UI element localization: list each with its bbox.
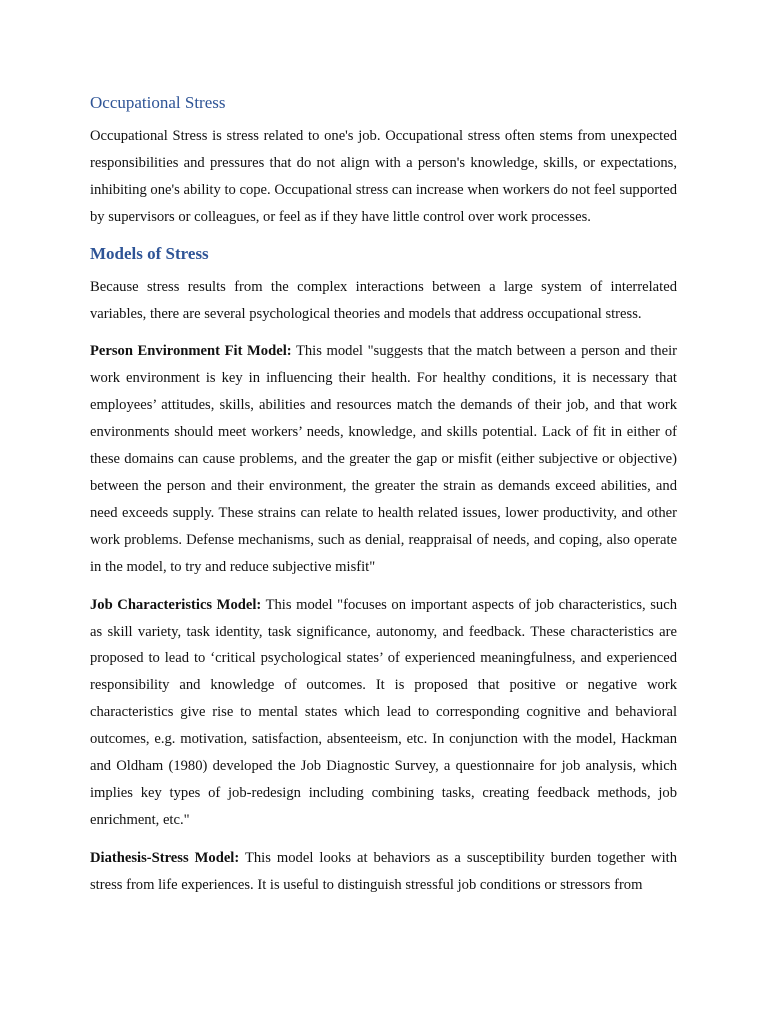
paragraph-models-intro: Because stress results from the complex interactions between a large system of interrelated variables, there are several psychological theories and models that address occupational stress. xyxy=(90,278,677,322)
term-job-characteristics: Job Characteristics Model: xyxy=(90,596,262,613)
term-diathesis-stress: Diathesis-Stress Model: xyxy=(90,849,240,866)
paragraph-job-characteristics xyxy=(90,592,677,834)
document-page xyxy=(90,91,677,910)
text-job-characteristics: This model "focuses on important aspects of job characteristics, such as skill variety, task identity, task significance, autonomy, and feedback. These characteristics are proposed to lead to ‘critical psychological states’ of experienced meaningfulness, and experienced responsibility and knowledge of outcomes. It is proposed that positive or negative work characteristics give rise to mental states which lead to corresponding cognitive and behavioral outcomes, e.g. motivation, satisfaction, absenteeism, etc. In conjunction with the model, Hackman and Oldham (1980) developed the Job Diagnostic Survey, a questionnaire for job analysis, which implies key types of job-redesign including combining tasks, creating feedback methods, job enrichment, etc." xyxy=(90,596,677,828)
paragraph-intro: Occupational Stress is stress related to one's job. Occupational stress often stems from unexpected responsibilities and pressures that do not align with a person's knowledge, skills, or expectations, inhibiting one's ability to cope. Occupational stress can increase when workers do not feel supported by supervisors or colleagues, or feel as if they have little control over work processes. xyxy=(90,128,677,225)
text-diathesis-stress: This model looks at behaviors as a susceptibility burden together with stress from life experiences. It is useful to distinguish stressful job conditions or stressors from xyxy=(90,849,678,893)
text-person-environment-fit: This model "suggests that the match between a person and their work environment is key in influencing their health. For healthy conditions, it is necessary that employees’ attitudes, skills, abilities and resources match the demands of their job, and that work environments should meet workers’ needs, knowledge, and skills potential. Lack of fit in either of these domains can cause problems, and the greater the gap or misfit (either subjective or objective) between the person and their environment, the greater the strain as demands exceed abilities, and need exceeds supply. These strains can relate to health related issues, lower productivity, and other work problems. Defense mechanisms, such as denial, reappraisal of needs, and coping, also operate in the model, to try and reduce subjective misfit" xyxy=(90,343,677,575)
paragraph-person-environment-fit xyxy=(90,338,677,580)
term-person-environment-fit: Person Environment Fit Model: xyxy=(90,343,292,360)
heading-occupational-stress: Occupational Stress xyxy=(90,93,226,112)
paragraph-diathesis-stress xyxy=(90,845,677,899)
heading-models-of-stress: Models of Stress xyxy=(90,243,209,263)
